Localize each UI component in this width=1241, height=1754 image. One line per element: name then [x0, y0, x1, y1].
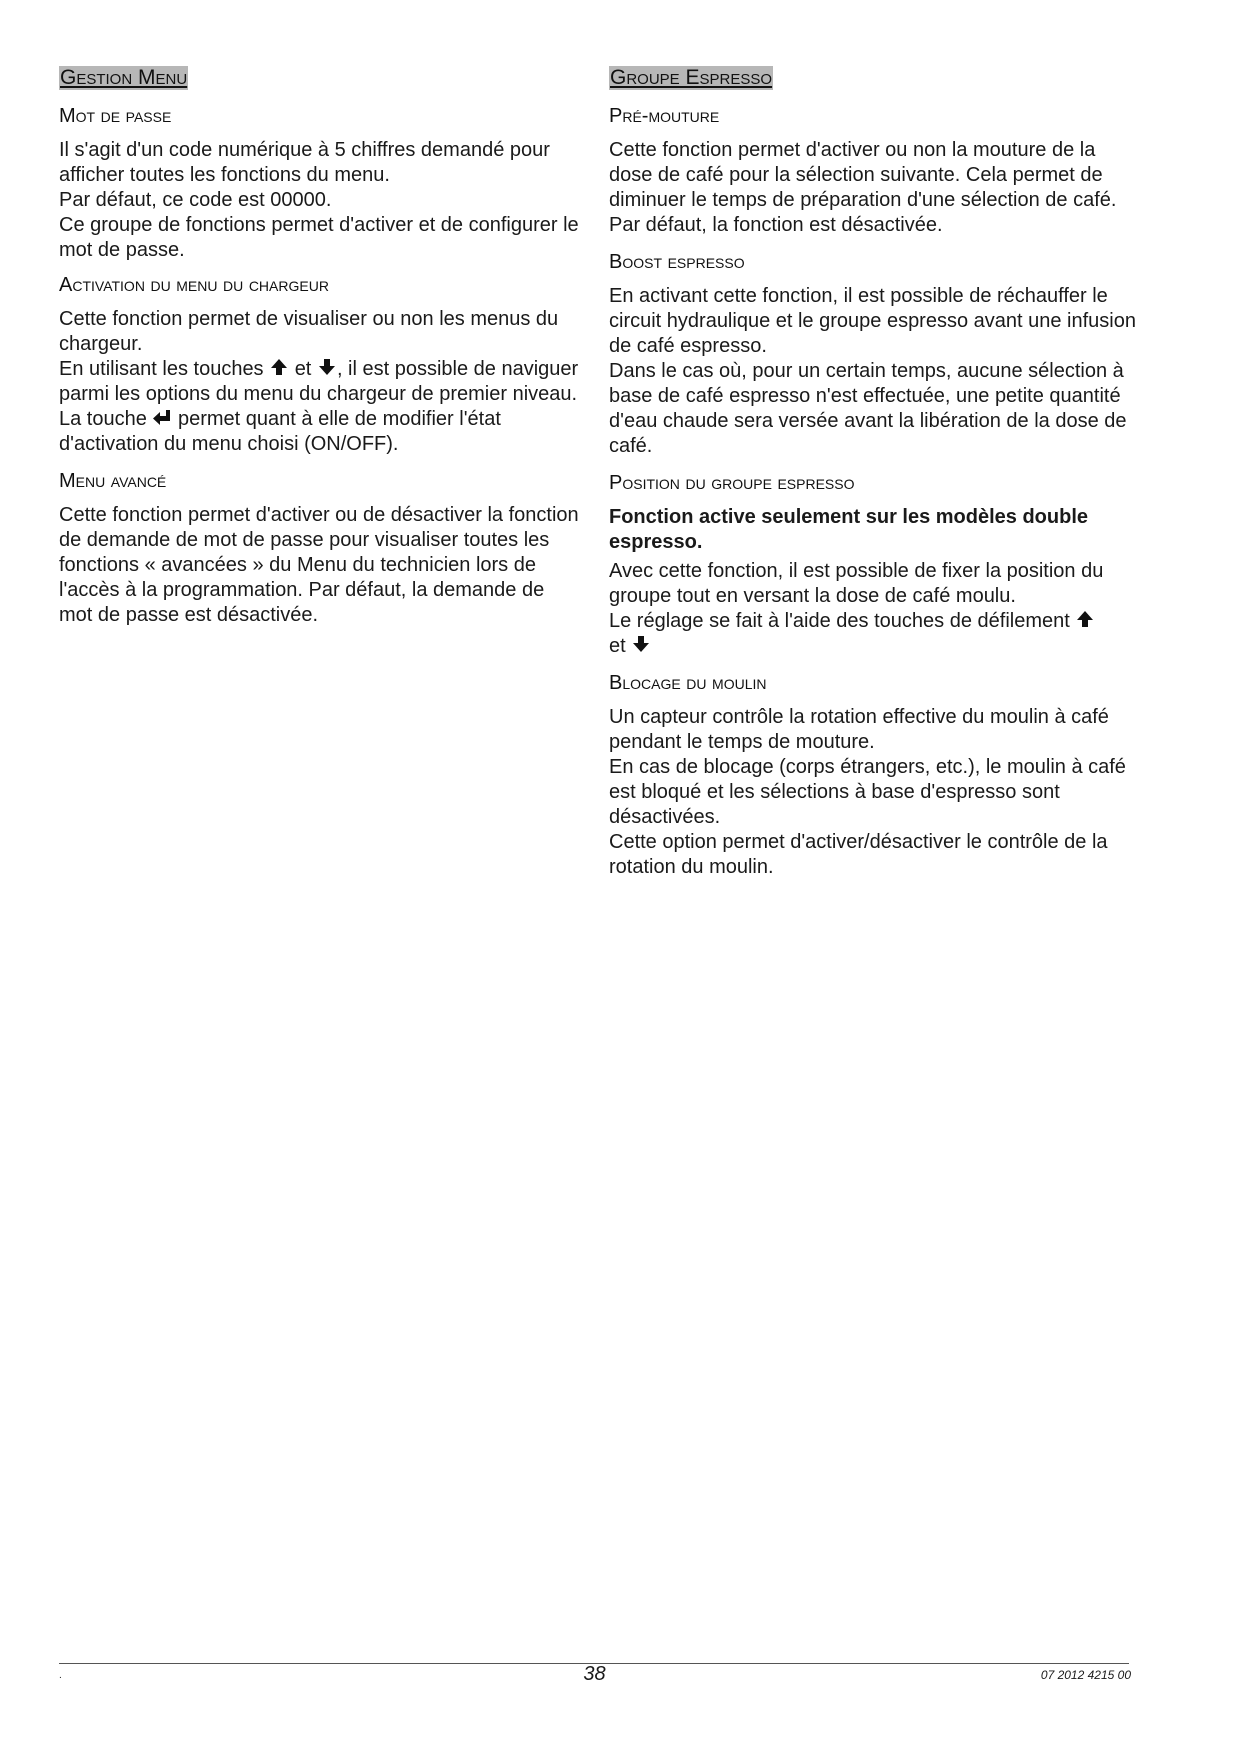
- section-band-groupe-espresso: Groupe Espresso: [610, 66, 773, 89]
- heading-activation-menu-chargeur: Activation du menu du chargeur: [59, 274, 329, 296]
- section-band-gestion-menu: Gestion Menu: [60, 66, 188, 89]
- heading-position-groupe-espresso: Position du groupe espresso: [609, 472, 855, 494]
- arrow-up-icon: [1075, 609, 1095, 629]
- right-column: [609, 66, 1139, 892]
- paragraph: Cette fonction permet de visualiser ou non les menus du chargeur. En utilisant les touches et , il est possible de naviguer parmi les options du menu du chargeur de premier niveau. La touche permet quant à elle de modifier l'état d'activation du menu choisi (ON/OFF).: [59, 308, 579, 455]
- heading-menu-avance: Menu avancé: [59, 470, 167, 492]
- paragraph: Il s'agit d'un code numérique à 5 chiffres demandé pour afficher toutes les fonctions du menu. Par défaut, ce code est 00000. Ce groupe de fonctions permet d'activer et de configurer le mot de passe.: [59, 139, 579, 261]
- bold-note: Fonction active seulement sur les modèles double espresso.: [609, 506, 1089, 553]
- heading-pre-mouture: Pré-mouture: [609, 105, 720, 127]
- document-reference: 07 2012 4215 00: [1040, 1668, 1131, 1682]
- paragraph: Cette fonction permet d'activer ou non la mouture de la dose de café pour la sélection suivante. Cela permet de diminuer le temps de préparation d'une sélection de café. Par défaut, la fonction est désactivée.: [609, 139, 1117, 236]
- arrow-down-icon: [317, 357, 337, 377]
- page-number: 38: [583, 1663, 606, 1685]
- heading-blocage-moulin: Blocage du moulin: [609, 672, 767, 694]
- paragraph: Avec cette fonction, il est possible de fixer la position du groupe tout en versant la dose de café moulu. Le réglage se fait à l'aide des touches de défilement et: [609, 560, 1104, 657]
- heading-boost-espresso: Boost espresso: [609, 251, 745, 273]
- paragraph: En activant cette fonction, il est possible de réchauffer le circuit hydraulique et le groupe espresso avant une infusion de café espresso. Dans le cas où, pour un certain temps, aucune sélection à base de café espresso n'est effectuée, une petite quantité d'eau chaude sera versée avant la libération de la dose de café.: [609, 285, 1136, 457]
- arrow-up-icon: [269, 357, 289, 377]
- arrow-down-icon: [631, 634, 651, 654]
- footer-dot: .: [59, 1670, 62, 1681]
- paragraph: Un capteur contrôle la rotation effective du moulin à café pendant le temps de mouture. En cas de blocage (corps étrangers, etc.), le moulin à café est bloqué et les sélections à base d'espresso sont désactivées. Cette option permet d'activer/désactiver le contrôle de la rotation du moulin.: [609, 706, 1126, 878]
- heading-mot-de-passe: Mot de passe: [59, 105, 172, 127]
- paragraph: Cette fonction permet d'activer ou de désactiver la fonction de demande de mot de passe pour visualiser toutes les fonctions « avancées » du Menu du technicien lors de l'accès à la programmation. Par défaut, la demande de mot de passe est désactivée.: [59, 504, 579, 626]
- enter-key-icon: [152, 407, 172, 427]
- left-column: [59, 66, 579, 640]
